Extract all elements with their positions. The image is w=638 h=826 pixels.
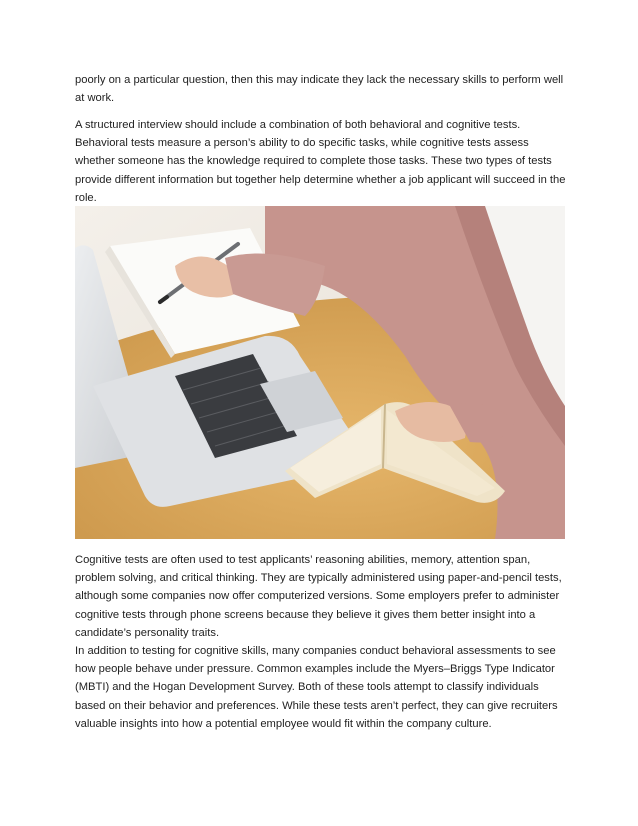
paragraph-behavioral-assessments: In addition to testing for cognitive skills, many companies conduct behavioral assessments to see how people behave under pressure. Common examples include the Myers–Briggs Type Indicator (MBTI) and the Hogan Development Survey. Both of these tools attempt to classify individuals based on their behavior and preferences. While these tests aren’t perfect, they can give recruiters valuable insights into how a potential employee would fit within the company culture. [75,645,558,730]
photo-icon [75,206,565,539]
paragraph-cognitive-tests: Cognitive tests are often used to test applicants’ reasoning abilities, memory, attention span, problem solving, and critical thinking. They are typically administered using paper-and-pencil tests, although some companies now offer computerized versions. Some employers prefer to administer cognitive tests through phone screens because they believe it gives them better insight into a candidate’s personality traits. [75,554,562,639]
photo-person-laptop-book [75,206,565,539]
paragraph-intro-continuation: poorly on a particular question, then this may indicate they lack the necessary skills to perform well at work. [75,74,564,105]
paragraph-structured-interview: A structured interview should include a combination of both behavioral and cognitive tests. Behavioral tests measure a person’s ability to do specific tasks, while cognitive tests assess whether someone has the knowledge required to complete those tasks. These two types of tests provide different information but together help determine whether a job applicant will succeed in the role. [75,119,566,204]
